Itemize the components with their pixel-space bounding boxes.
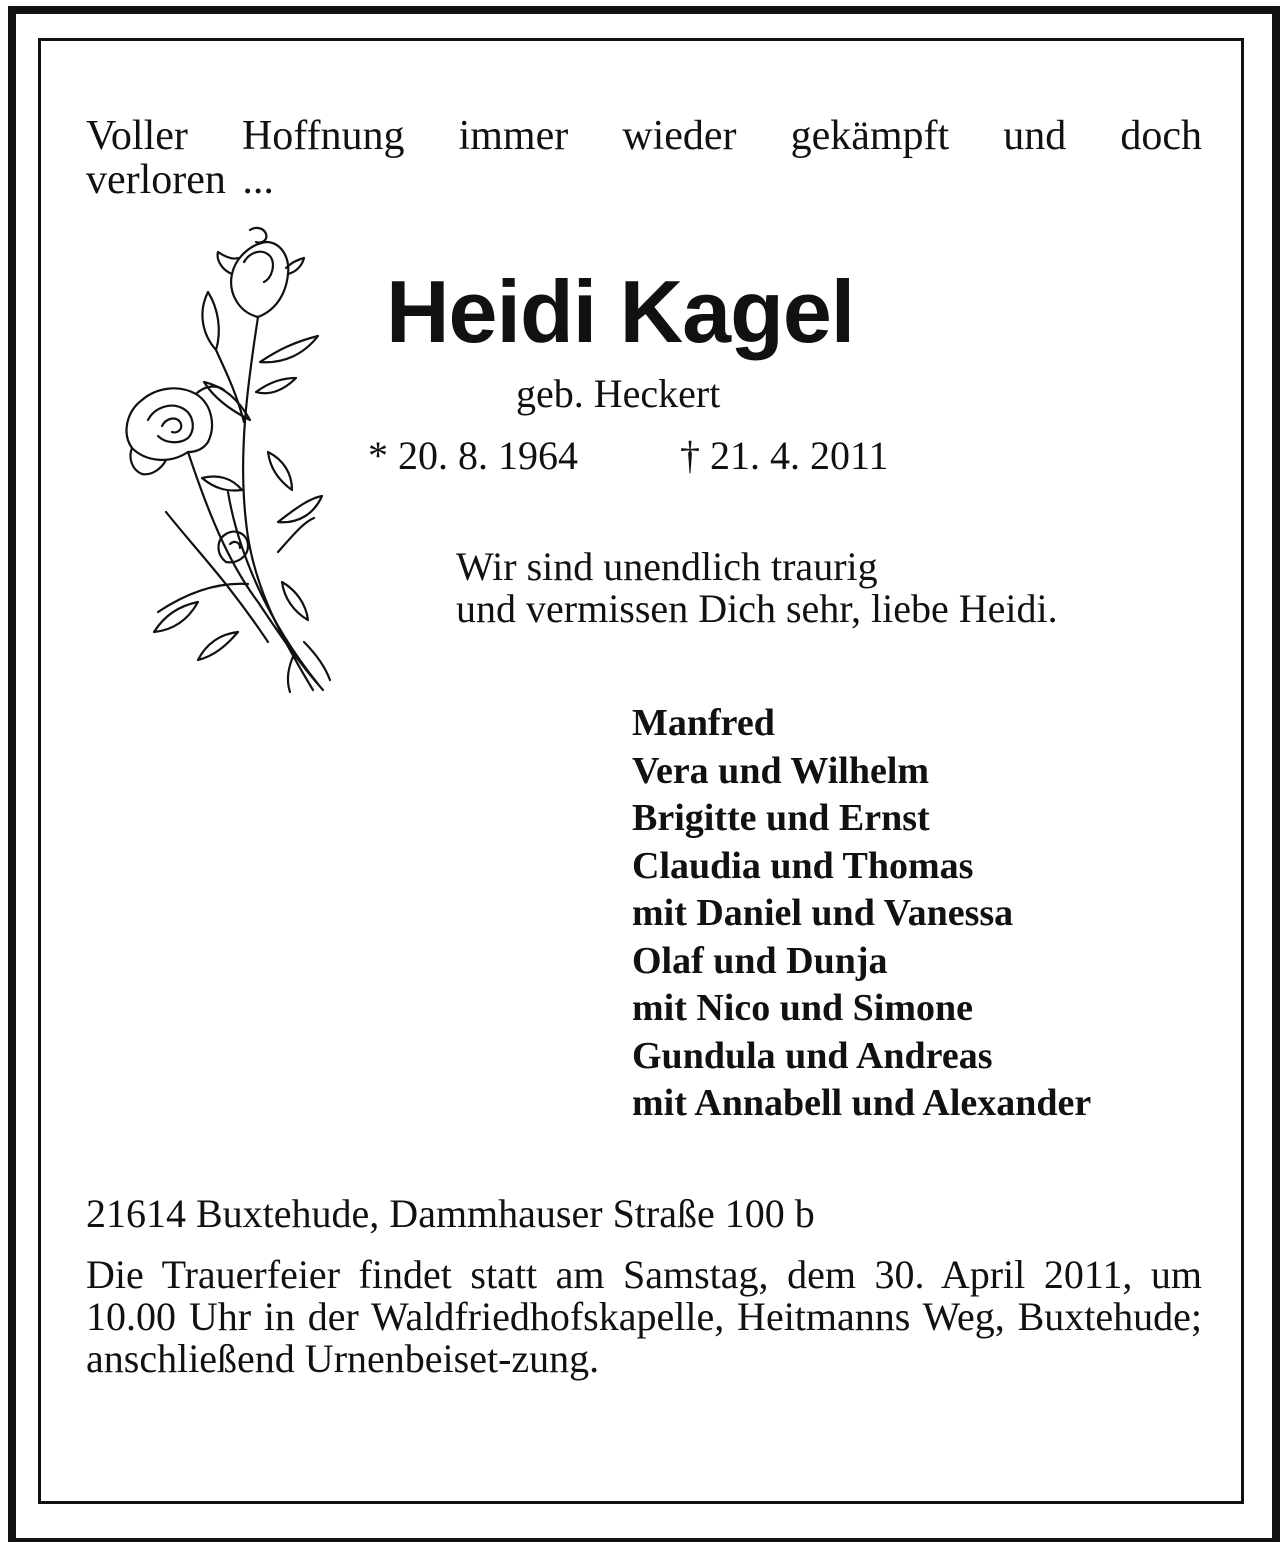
mourners-list xyxy=(632,700,1091,1128)
deceased-name: Heidi Kagel xyxy=(386,262,855,361)
motto-text xyxy=(86,114,1202,202)
mourner-item: Claudia und Thomas xyxy=(632,844,974,887)
grief-line-2: und vermissen Dich sehr, liebe Heidi. xyxy=(456,586,1058,631)
mourner-item: Brigitte und Ernst xyxy=(632,797,930,839)
mourner-item: Olaf und Dunja xyxy=(632,939,888,982)
mourner-item: mit Nico und Simone xyxy=(632,987,973,1029)
address-text: 21614 Buxtehude, Dammhauser Straße 100 b xyxy=(86,1191,815,1236)
mourner-item: mit Annabell und Alexander xyxy=(632,1082,1092,1124)
mourner-item: Gundula und Andreas xyxy=(632,1034,993,1077)
maiden-name: geb. Heckert xyxy=(516,371,721,416)
birth-date: * 20. 8. 1964 xyxy=(368,433,578,478)
motto-line-1: Voller Hoffnung immer wieder gekämpft und doch xyxy=(86,113,1202,159)
mourner-item: Manfred xyxy=(632,702,775,744)
death-date: † 21. 4. 2011 xyxy=(680,433,889,478)
mourner-item: mit Daniel und Vanessa xyxy=(632,892,1014,934)
grief-line-1: Wir sind unendlich traurig xyxy=(456,544,878,589)
grief-text xyxy=(456,546,1058,630)
motto-line-2: verloren ... xyxy=(86,157,274,203)
funeral-service-text: Die Trauerfeier findet statt am Samstag, dem 30. April 2011, um 10.00 Uhr in der Waldfriedhofskapelle, Heitmanns Weg, Buxtehude; anschließend Urnenbeiset-zung. xyxy=(86,1252,1202,1381)
mourner-item: Vera und Wilhelm xyxy=(632,749,930,792)
rose-icon xyxy=(118,222,342,694)
